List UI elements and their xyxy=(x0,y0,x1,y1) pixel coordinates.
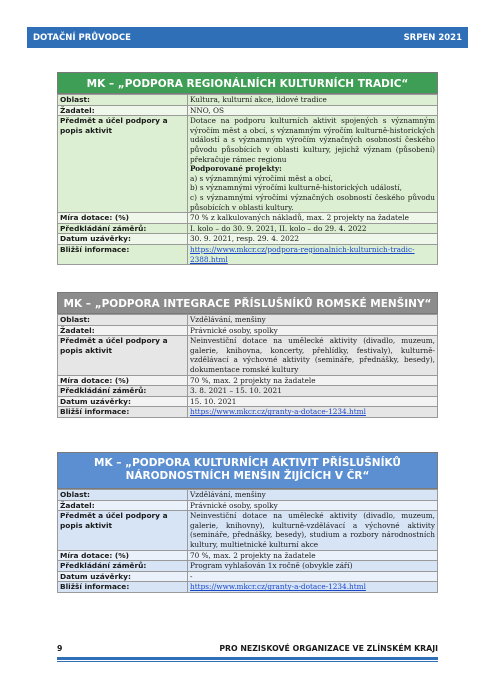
info-link[interactable]: https://www.mkcr.cz/granty-a-dotace-1234.html xyxy=(190,582,366,592)
table-row xyxy=(58,396,438,407)
row-label: Žadatel: xyxy=(58,500,188,511)
row-label: Datum uzávěrky: xyxy=(58,234,188,245)
row-label: Předkládání záměrů: xyxy=(58,223,188,234)
grant-section-national-minorities xyxy=(57,452,438,593)
section-title xyxy=(57,452,438,489)
row-value: 70 % z kalkulovaných nákladů, max. 2 projekty na žadatele xyxy=(188,213,438,224)
grant-table xyxy=(57,94,438,265)
table-row xyxy=(58,244,438,264)
row-value: 15. 10. 2021 xyxy=(188,396,438,407)
list-item: c) s významnými výročími význačných osobností českého původu působících v oblasti kultury. xyxy=(190,192,435,212)
row-value: Neinvestiční dotace na umělecké aktivity (divadlo, muzeum, galerie, knihovny), kulturně-vzdělávací a výchovné aktivity (semináře, přednášky, besedy), studium a rozbory národnostních kultury, multietnické kulturní akce xyxy=(188,511,438,550)
row-value: Právnické osoby, spolky xyxy=(188,325,438,336)
row-value: Právnické osoby, spolky xyxy=(188,500,438,511)
table-row xyxy=(58,95,438,106)
row-label: Předmět a účel podpory a popis aktivit xyxy=(58,336,188,375)
row-label: Bližší informace: xyxy=(58,244,188,264)
purpose-text: Dotace na podporu kulturních aktivit spojených s významným výročím měst a obcí, s významným výročím kulturně-historických událostí a s významným výročím význačných osobností českého původu působících v oblasti kultury, jejichž význam (působení) překračuje rámec regionu xyxy=(190,116,435,164)
info-link[interactable]: https://www.mkcr.cz/podpora-regionalnich-kulturnich-tradic-2388.html xyxy=(190,244,415,264)
table-row xyxy=(58,315,438,326)
row-label: Předmět a účel podpory a popis aktivit xyxy=(58,511,188,550)
table-row xyxy=(58,223,438,234)
table-row xyxy=(58,490,438,501)
table-row xyxy=(58,500,438,511)
row-label: Datum uzávěrky: xyxy=(58,396,188,407)
header-date: SRPEN 2021 xyxy=(403,32,462,43)
row-label: Míra dotace: (%) xyxy=(58,375,188,386)
row-value: NNO, OS xyxy=(188,105,438,116)
section-title-line2: NÁRODNOSTNÍCH MENŠIN ŽIJÍCÍCH V ČR“ xyxy=(125,470,370,482)
row-label: Předkládání záměrů: xyxy=(58,561,188,572)
table-row xyxy=(58,561,438,572)
row-value: 3. 8. 2021 – 15. 10. 2021 xyxy=(188,386,438,397)
footer-rule-thin xyxy=(57,661,438,662)
table-row xyxy=(58,336,438,375)
row-label: Žadatel: xyxy=(58,325,188,336)
row-value: 70 %, max. 2 projekty na žadatele xyxy=(188,375,438,386)
section-title: MK – „PODPORA REGIONÁLNÍCH KULTURNÍCH TRADIC“ xyxy=(57,72,438,94)
table-row xyxy=(58,116,438,213)
row-value: I. kolo – do 30. 9. 2021, II. kolo – do 29. 4. 2022 xyxy=(188,223,438,234)
header-title: DOTAČNÍ PRŮVODCE xyxy=(33,32,131,43)
row-label: Oblast: xyxy=(58,315,188,326)
row-label: Předkládání záměrů: xyxy=(58,386,188,397)
info-link[interactable]: https://www.mkcr.cz/granty-a-dotace-1234.html xyxy=(190,407,366,417)
list-item: b) s významnými výročími kulturně-historických událostí, xyxy=(190,183,402,193)
table-row xyxy=(58,213,438,224)
row-label: Datum uzávěrky: xyxy=(58,571,188,582)
table-row xyxy=(58,550,438,561)
grant-section-regional-traditions xyxy=(57,72,438,265)
table-row xyxy=(58,571,438,582)
footer-text: PRO NEZISKOVÉ ORGANIZACE VE ZLÍNSKÉM KRAJI xyxy=(219,644,438,653)
row-label: Oblast: xyxy=(58,95,188,106)
row-value: 70 %, max. 2 projekty na žadatele xyxy=(188,550,438,561)
section-title: MK – „PODPORA INTEGRACE PŘÍSLUŠNÍKŮ ROMSKÉ MENŠINY“ xyxy=(57,292,438,314)
table-row xyxy=(58,325,438,336)
row-value: - xyxy=(188,571,438,582)
row-label: Míra dotace: (%) xyxy=(58,550,188,561)
row-value xyxy=(188,244,438,264)
row-value xyxy=(188,582,438,593)
row-label: Oblast: xyxy=(58,490,188,501)
grant-table xyxy=(57,314,438,418)
row-value xyxy=(188,407,438,418)
table-row xyxy=(58,234,438,245)
grant-section-roma-integration xyxy=(57,292,438,418)
table-row xyxy=(58,511,438,550)
page-footer xyxy=(57,644,438,653)
table-row xyxy=(58,375,438,386)
row-label: Předmět a účel podpory a popis aktivit xyxy=(58,116,188,213)
supported-projects-heading: Podporované projekty: xyxy=(190,164,282,174)
grant-table xyxy=(57,489,438,593)
row-value: 30. 9. 2021, resp. 29. 4. 2022 xyxy=(188,234,438,245)
table-row xyxy=(58,407,438,418)
row-label: Bližší informace: xyxy=(58,407,188,418)
list-item: a) s významnými výročími měst a obcí, xyxy=(190,173,333,183)
footer-rule xyxy=(57,657,438,660)
row-value: Neinvestiční dotace na umělecké aktivity (divadlo, muzeum, galerie, knihovna, koncerty, přehlídky, festivaly), kulturně-vzdělávací a výchovné aktivity (semináře, přednášky, besedy), dokumentace romské kultury xyxy=(188,336,438,375)
row-label: Míra dotace: (%) xyxy=(58,213,188,224)
row-label: Bližší informace: xyxy=(58,582,188,593)
table-row xyxy=(58,386,438,397)
row-value: Program vyhlašován 1x ročně (obvykle září) xyxy=(188,561,438,572)
row-value: Vzdělávání, menšiny xyxy=(188,490,438,501)
row-value xyxy=(188,116,438,213)
row-label: Žadatel: xyxy=(58,105,188,116)
header-bar xyxy=(27,27,468,48)
row-value: Kultura, kulturní akce, lidové tradice xyxy=(188,95,438,106)
table-row xyxy=(58,105,438,116)
page-number: 9 xyxy=(57,644,63,653)
section-title-line1: MK – „PODPORA KULTURNÍCH AKTIVIT PŘÍSLUŠNÍKŮ xyxy=(94,457,401,469)
table-row xyxy=(58,582,438,593)
row-value: Vzdělávání, menšiny xyxy=(188,315,438,326)
